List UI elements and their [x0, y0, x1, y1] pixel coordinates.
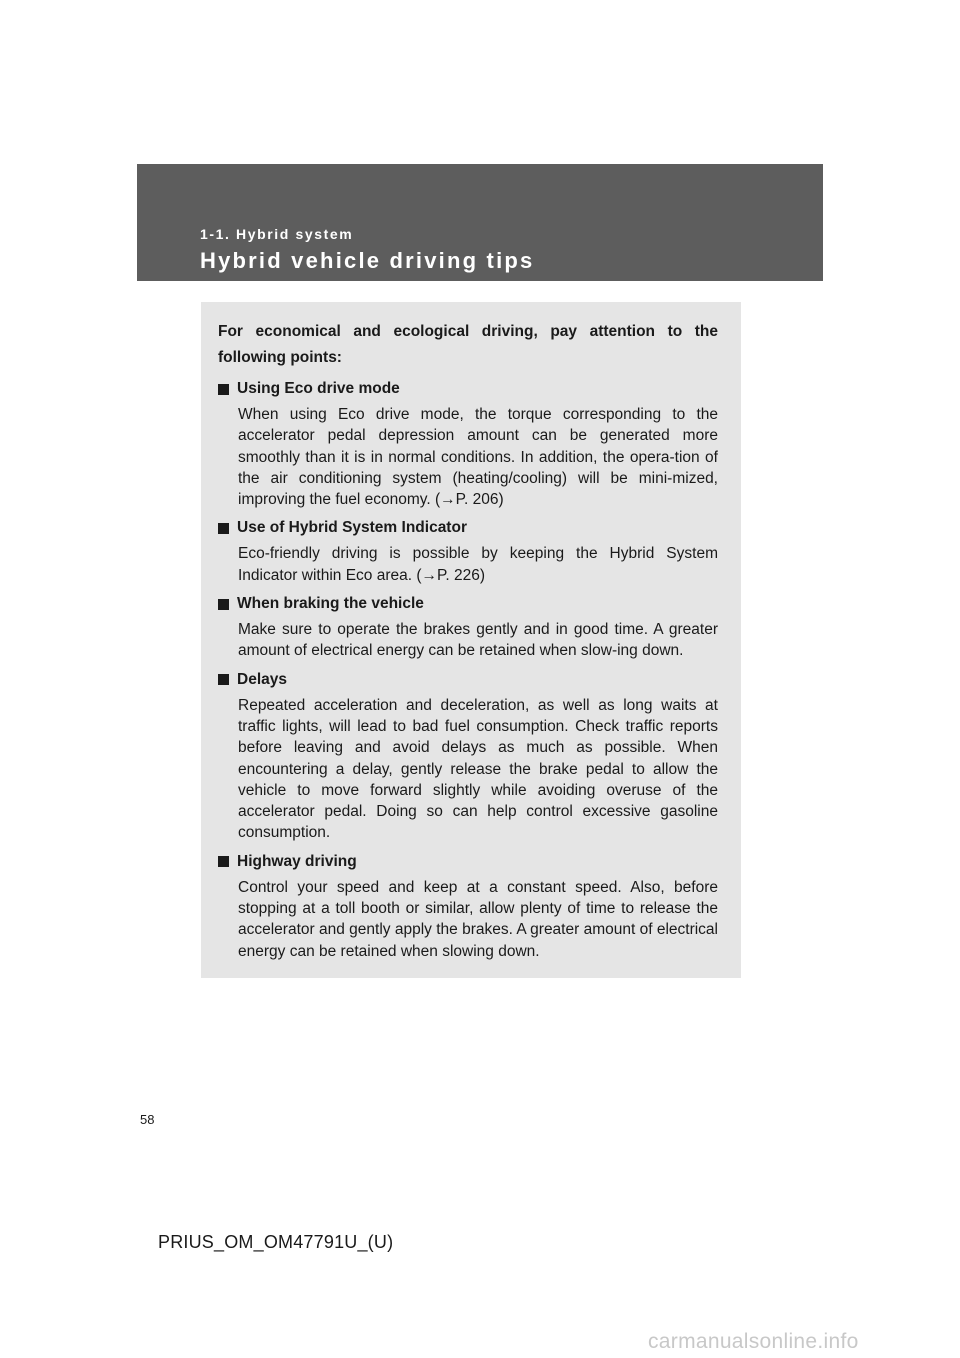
topic-body: Repeated acceleration and deceleration, as well as long waits at traffic lights, will lead to bad fuel consumption. Check traffic reports before leaving and avoid delays as much as possible. When encountering a delay, gently release the brake pedal to allow the vehicle to move forward slightly while avoiding overuse of the accelerator pedal. Doing so can help control excessive gasoline consumption.	[238, 696, 718, 842]
topic-heading	[218, 668, 718, 692]
square-bullet-icon	[218, 599, 229, 610]
topic-hybrid-system-indicator	[218, 516, 718, 586]
page-title: Hybrid vehicle driving tips	[200, 248, 535, 273]
square-bullet-icon	[218, 856, 229, 867]
topic-body: Control your speed and keep at a constant speed. Also, before stopping at a toll booth or similar, allow plenty of time to release the accelerator and gently apply the brakes. A greater amount of electrical energy can be retained when slowing down.	[238, 878, 718, 960]
topic-title: When braking the vehicle	[237, 595, 424, 613]
page-number: 58	[140, 1112, 155, 1127]
topic-body: Make sure to operate the brakes gently and in good time. A greater amount of electrical energy can be retained when slow-ing down.	[238, 621, 718, 660]
topic-title: Use of Hybrid System Indicator	[237, 519, 467, 537]
topic-delays	[218, 668, 718, 844]
topic-title: Highway driving	[237, 852, 357, 870]
topic-braking	[218, 592, 718, 662]
document-code: PRIUS_OM_OM47791U_(U)	[158, 1232, 394, 1252]
topic-title: Delays	[237, 670, 287, 688]
tips-content-box	[201, 302, 741, 978]
section-header-band	[137, 164, 823, 281]
topic-body: Eco-friendly driving is possible by keeping the Hybrid System Indicator within Eco area. (→P. 226)	[238, 545, 718, 584]
topic-heading	[218, 850, 718, 874]
square-bullet-icon	[218, 523, 229, 534]
topic-heading	[218, 377, 718, 401]
topic-body: When using Eco drive mode, the torque corresponding to the accelerator pedal depression amount can be generated more smoothly than it is in normal conditions. In addition, the opera-tion of the air conditioning system (heating/cooling) will be mini-mized, improving the fuel economy. (→P. 206)	[238, 406, 718, 509]
topic-heading	[218, 592, 718, 616]
section-label: 1-1. Hybrid system	[200, 226, 354, 242]
intro-text: For economical and ecological driving, pay attention to the following points:	[218, 323, 718, 366]
square-bullet-icon	[218, 674, 229, 685]
topic-eco-drive-mode	[218, 377, 718, 510]
topic-heading	[218, 516, 718, 540]
square-bullet-icon	[218, 384, 229, 395]
topic-title: Using Eco drive mode	[237, 380, 400, 397]
topic-highway-driving	[218, 850, 718, 962]
site-watermark: carmanualsonline.info	[648, 1330, 859, 1353]
